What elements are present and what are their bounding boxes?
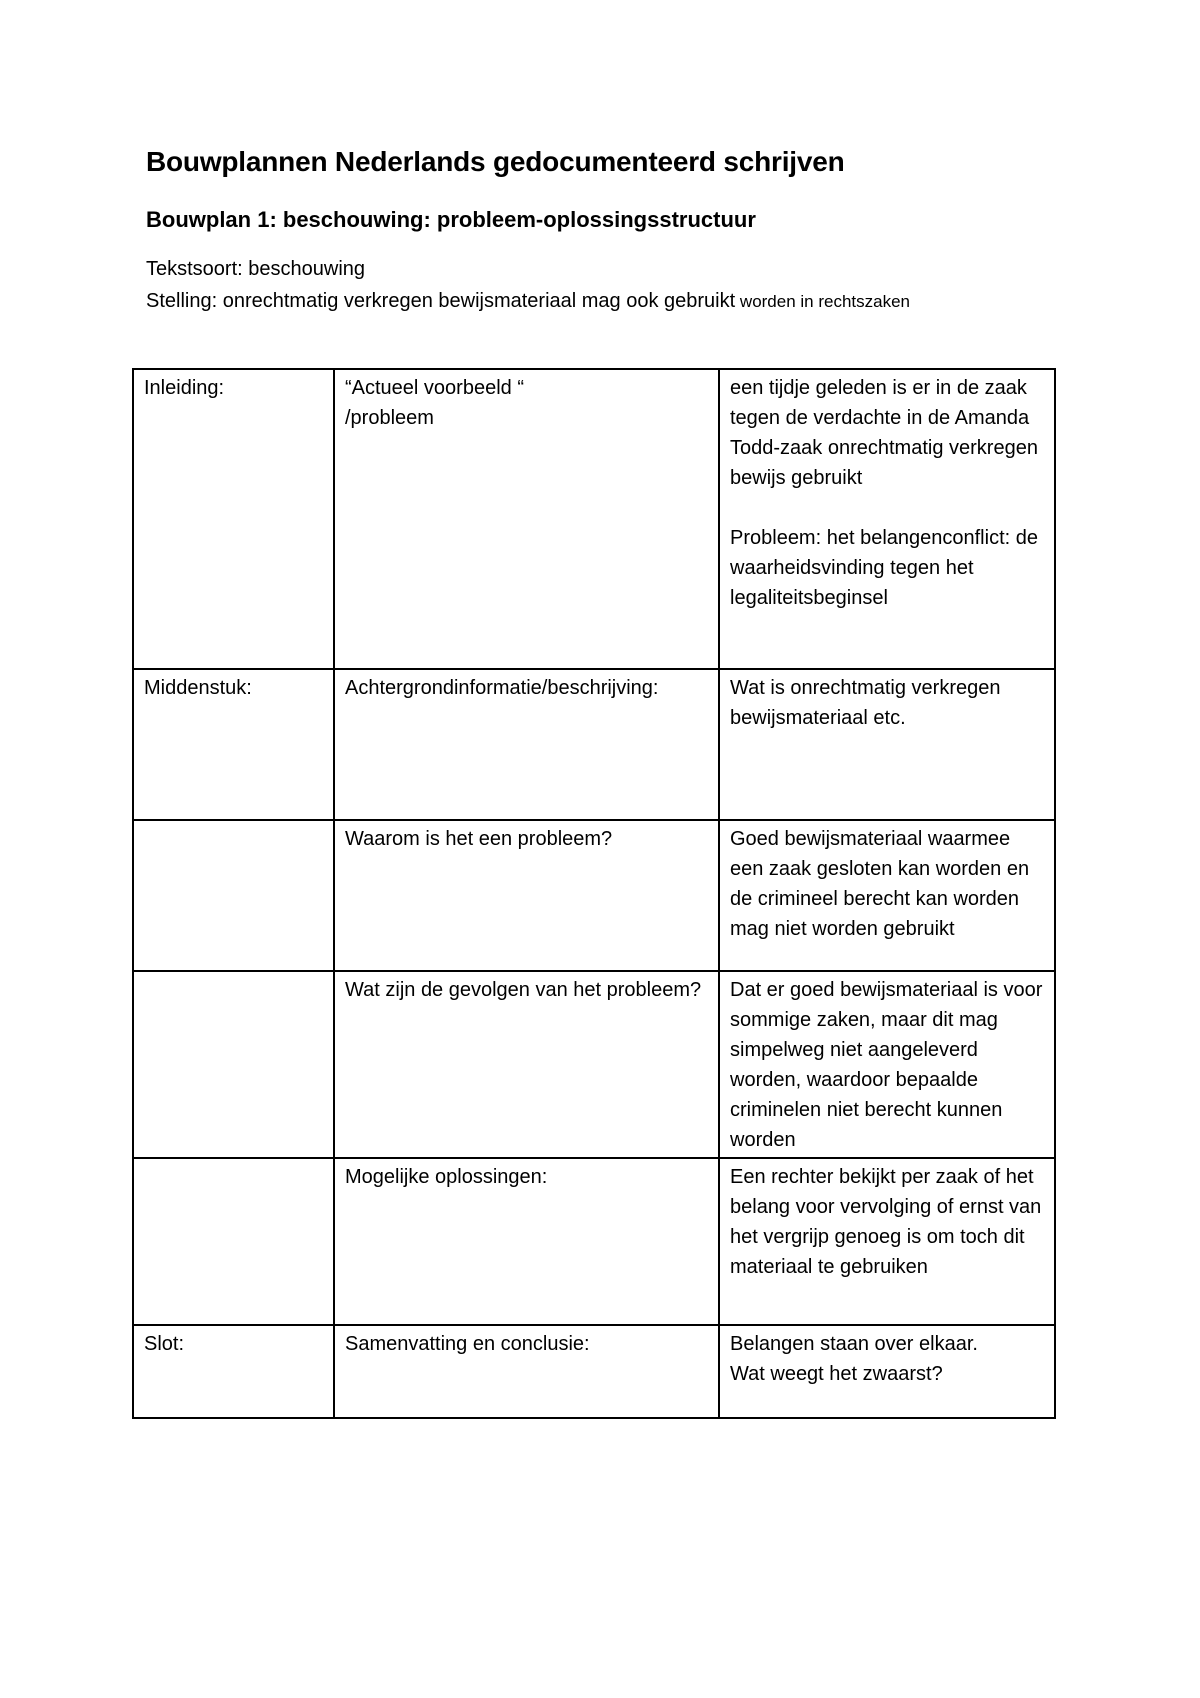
bouwplan-table: [132, 368, 1056, 1419]
document-subtitle: Bouwplan 1: beschouwing: probleem-oplossingsstructuur: [146, 207, 756, 232]
content-cell: Goed bewijsmateriaal waarmee een zaak gesloten kan worden en de crimineel berecht kan worden mag niet worden gebruikt: [719, 820, 1055, 971]
content-cell: Wat is onrechtmatig verkregen bewijsmateriaal etc.: [719, 669, 1055, 820]
table-row: [133, 1158, 1055, 1325]
content-cell: een tijdje geleden is er in de zaak tegen de verdachte in de Amanda Todd-zaak onrechtmatig verkregen bewijs gebruikt Probleem: het belangenconflict: de waarheidsvinding tegen het legaliteitsbeginsel: [719, 369, 1055, 669]
section-cell: Inleiding:: [133, 369, 334, 669]
topic-cell: Waarom is het een probleem?: [334, 820, 719, 971]
topic-cell: Wat zijn de gevolgen van het probleem?: [334, 971, 719, 1158]
section-cell: [133, 820, 334, 971]
text-type-line: Tekstsoort: beschouwing: [146, 258, 366, 280]
topic-cell: “Actueel voorbeeld “ /probleem: [334, 369, 719, 669]
content-cell: Een rechter bekijkt per zaak of het belang voor vervolging of ernst van het vergrijp genoeg is om toch dit materiaal te gebruiken: [719, 1158, 1055, 1325]
statement-tail: worden in rechtszaken: [735, 292, 911, 311]
table-row: [133, 369, 1055, 669]
content-cell: Dat er goed bewijsmateriaal is voor sommige zaken, maar dit mag simpelweg niet aangeleverd worden, waardoor bepaalde criminelen niet berecht kunnen worden: [719, 971, 1055, 1158]
statement-main: Stelling: onrechtmatig verkregen bewijsmateriaal mag ook gebruikt: [146, 290, 736, 312]
section-cell: [133, 971, 334, 1158]
table-row: [133, 669, 1055, 820]
statement-line: [146, 290, 910, 313]
topic-cell: Mogelijke oplossingen:: [334, 1158, 719, 1325]
content-cell: Belangen staan over elkaar. Wat weegt het zwaarst?: [719, 1325, 1055, 1418]
table-row: [133, 971, 1055, 1158]
section-cell: Middenstuk:: [133, 669, 334, 820]
section-cell: [133, 1158, 334, 1325]
table-row: [133, 1325, 1055, 1418]
topic-cell: Achtergrondinformatie/beschrijving:: [334, 669, 719, 820]
section-cell: Slot:: [133, 1325, 334, 1418]
topic-cell: Samenvatting en conclusie:: [334, 1325, 719, 1418]
document-title: Bouwplannen Nederlands gedocumenteerd schrijven: [146, 146, 845, 177]
table-row: [133, 820, 1055, 971]
